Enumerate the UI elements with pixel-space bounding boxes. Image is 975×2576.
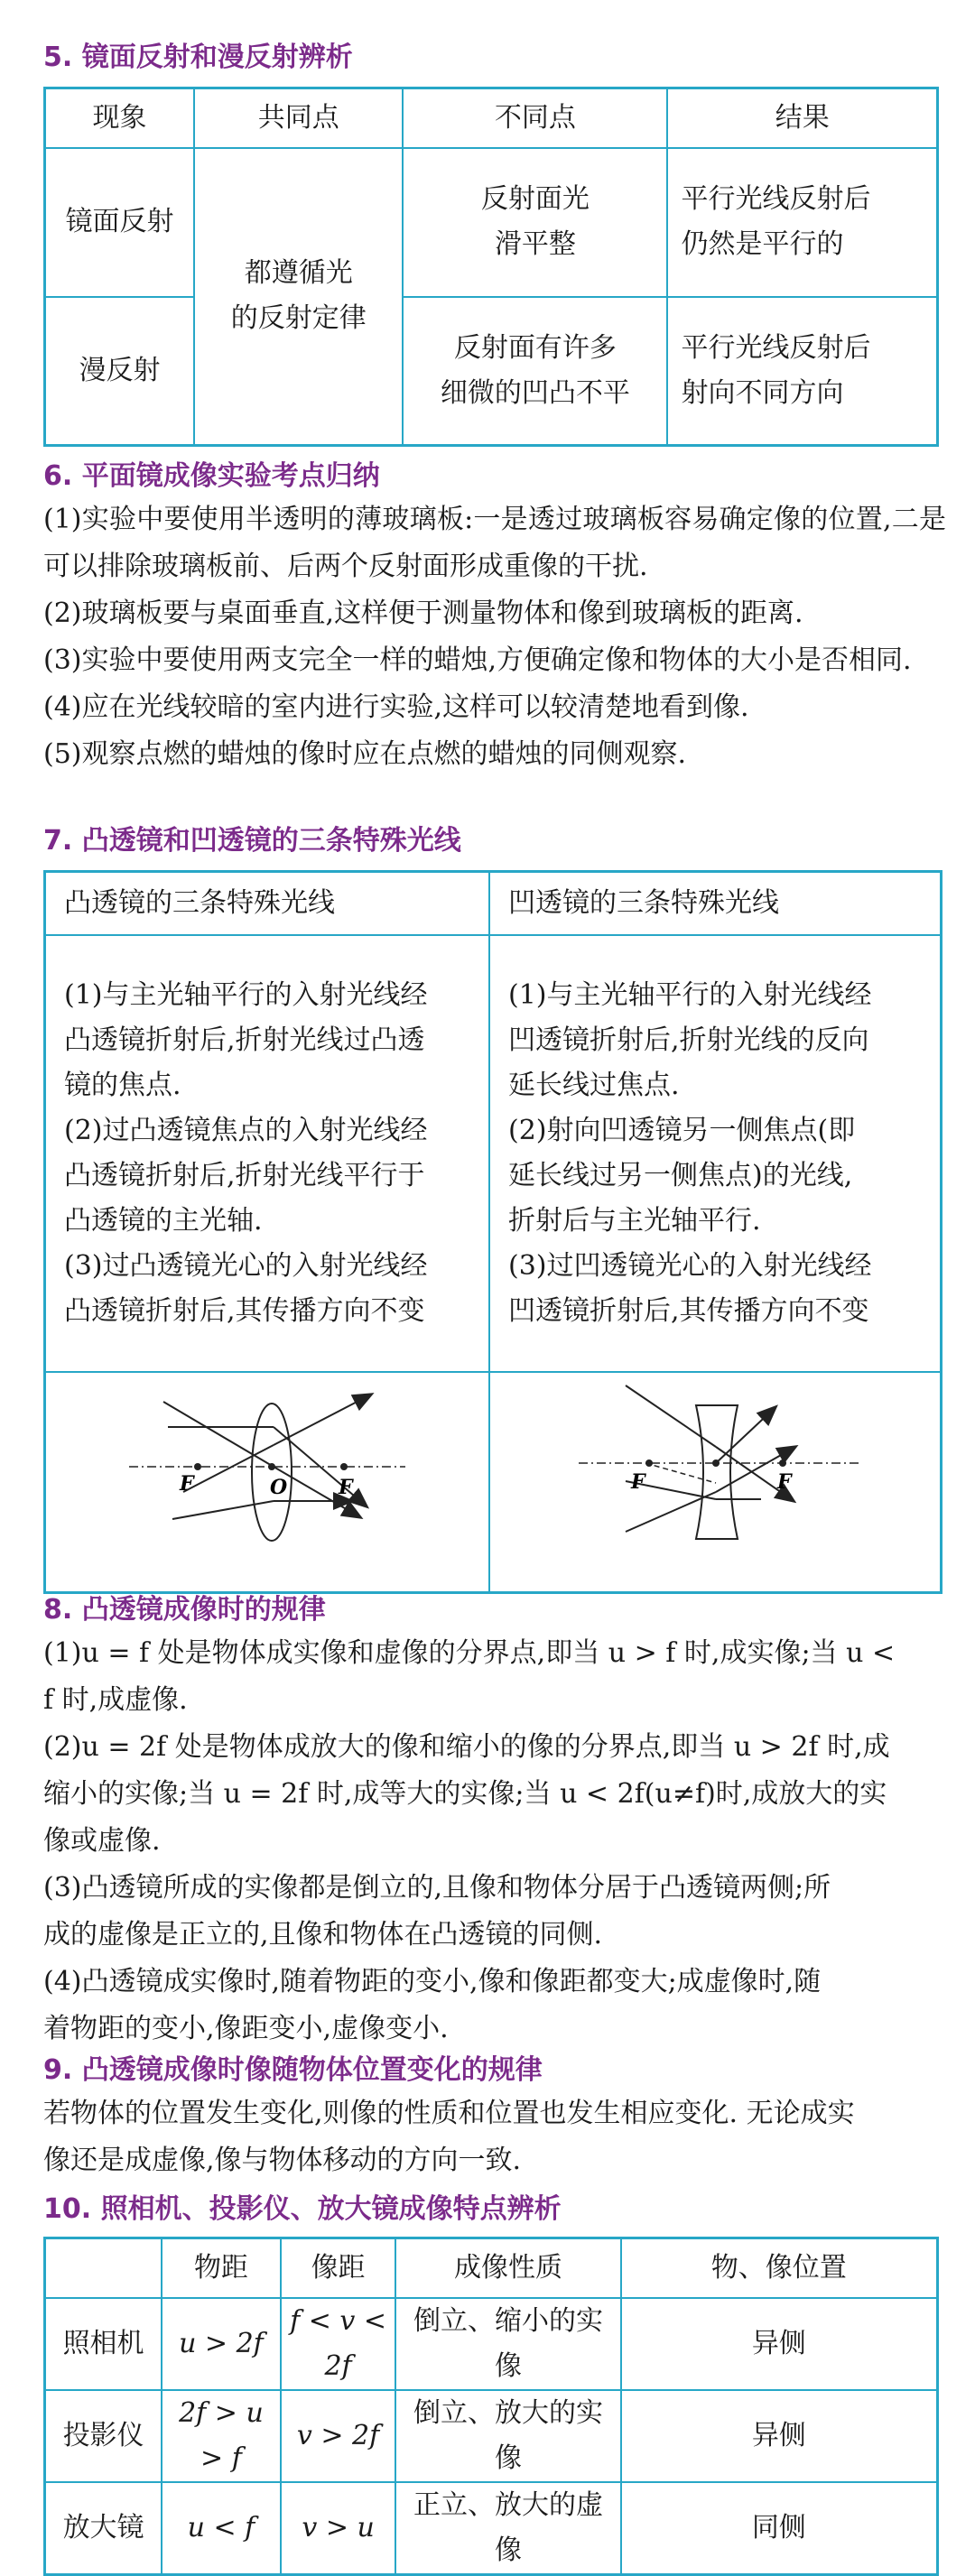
table-cell: 异侧 [621,2390,938,2482]
paragraph-line: 着物距的变小,像距变小,虚像变小. [43,2013,449,2044]
rule-line: 折射后与主光轴平行. [508,1204,761,1237]
cell-line: 反射面光 [480,183,590,215]
section-8 [43,1590,946,2052]
cell-line: 都遵循光 [244,257,353,290]
paragraph: (4)应在光线较暗的室内进行实验,这样可以较清楚地看到像. [43,691,749,723]
cell-line: 平行光线反射后 [681,183,871,215]
table-header: 成像性质 [395,2238,620,2298]
table-header [45,2238,162,2298]
paragraph-line: 缩小的实像;当 u = 2f 时,成等大的实像;当 u < 2f(u≠f)时,成放大的实 [43,1778,887,1810]
cell-line: 射向不同方向 [681,376,844,409]
extension-line [645,1463,716,1483]
rule-line: 凸透镜折射后,其传播方向不变 [64,1294,425,1327]
paragraph-line: (1)u = f 处是物体成实像和虚像的分界点,即当 u > f 时,成实像;当 u < [43,1637,896,1669]
cell-line: 滑平整 [494,228,576,260]
center-label: O [270,1475,288,1499]
optical-center-point [712,1459,720,1467]
paragraph-line: (3)凸透镜所成的实像都是倒立的,且像和物体分居于凸透镜两侧;所 [43,1872,831,1904]
rule-line: 延长线过另一侧焦点)的光线, [508,1159,853,1191]
focus-label: F [180,1471,194,1496]
table-row [45,2390,938,2482]
table-cell: 同侧 [621,2482,938,2575]
section-10-heading: 10. 照相机、投影仪、放大镜成像特点辨析 [43,2193,562,2225]
focus-point [340,1463,348,1470]
section-8-heading: 8. 凸透镜成像时的规律 [43,1594,326,1626]
table-header: 物距 [162,2238,281,2298]
table-cell: 照相机 [45,2298,162,2390]
focus-label: F [777,1469,792,1494]
paragraph: (1)实验中要使用半透明的薄玻璃板:一是透过玻璃板容易确定像的位置,二是可以排除玻璃板前、后两个反射面形成重像的干扰. [43,504,946,582]
rule-line: (1)与主光轴平行的入射光线经 [64,978,428,1011]
table-cell: 漫反射 [45,297,195,446]
focus-point [779,1459,786,1467]
table-header: 现象 [45,88,195,148]
rule-line: (3)过凹透镜光心的入射光线经 [508,1249,872,1282]
paragraph-line: 成的虚像是正立的,且像和物体在凸透镜的同侧. [43,1919,603,1951]
paragraph: (2)玻璃板要与桌面垂直,这样便于测量物体和像到玻璃板的距离. [43,598,803,629]
section-6 [43,457,946,778]
rule-line: (2)射向凹透镜另一侧焦点(即 [508,1114,856,1146]
table-row [45,2298,938,2390]
paragraph-line: (2)u = 2f 处是物体成放大的像和缩小的像的分界点,即当 u > 2f 时,成 [43,1731,890,1763]
section-7-heading: 7. 凸透镜和凹透镜的三条特殊光线 [43,825,461,857]
table-cell: 异侧 [621,2298,938,2390]
cell-line: 细微的凹凸不平 [440,376,630,409]
table-header: 共同点 [194,88,403,148]
section-9-heading: 9. 凸透镜成像时像随物体位置变化的规律 [43,2054,543,2086]
rule-line: (2)过凸透镜焦点的入射光线经 [64,1114,428,1146]
table-cell [403,297,667,446]
section-6-heading: 6. 平面镜成像实验考点归纳 [43,460,380,492]
rule-line: 凸透镜折射后,折射光线过凸透 [64,1024,425,1056]
concave-lens-shape [696,1405,738,1539]
paragraph-line: 像还是成虚像,像与物体移动的方向一致. [43,2145,522,2176]
rule-line: 凹透镜折射后,其传播方向不变 [508,1294,869,1327]
paragraph: (5)观察点燃的蜡烛的像时应在点燃的蜡烛的同侧观察. [43,738,687,770]
table-header: 像距 [281,2238,396,2298]
ray [626,1492,716,1532]
table-cell: 镜面反射 [45,148,195,297]
convex-lens-shape [252,1404,292,1541]
concave-rules [489,935,942,1372]
convex-rules [45,935,490,1372]
table-cell: u > 2f [162,2298,281,2390]
table-cell: v > 2f [281,2390,396,2482]
cell-line: 反射面有许多 [453,331,617,364]
rule-line: 凸透镜折射后,折射光线平行于 [64,1159,425,1191]
rule-line: (1)与主光轴平行的入射光线经 [508,978,872,1011]
concave-lens-diagram [490,1373,940,1577]
imaging-table [43,2237,939,2576]
convex-diagram-cell [45,1372,490,1593]
focus-point [194,1463,201,1470]
table-header: 不同点 [403,88,667,148]
table-cell: u < f [162,2482,281,2575]
concave-diagram-cell [489,1372,942,1593]
table-cell: 投影仪 [45,2390,162,2482]
common-cell [194,148,403,446]
table-cell: 倒立、放大的实像 [395,2390,620,2482]
focus-point [645,1459,653,1467]
table-header: 结果 [667,88,937,148]
rule-line: 凹透镜折射后,折射光线的反向 [508,1024,869,1056]
table-cell: 倒立、缩小的实像 [395,2298,620,2390]
ray [626,1385,716,1447]
table-row [45,2482,938,2575]
ray [274,1395,371,1445]
table-cell: 正立、放大的虚像 [395,2482,620,2575]
convex-header: 凸透镜的三条特殊光线 [45,872,490,935]
table-header: 物、像位置 [621,2238,938,2298]
rule-line: 凸透镜的主光轴. [64,1204,263,1237]
rule-line: 镜的焦点. [64,1069,181,1101]
cell-line: 的反射定律 [230,302,367,335]
ray [163,1402,274,1467]
paragraph: (3)实验中要使用两支完全一样的蜡烛,方便确定像和物体的大小是否相同. [43,644,912,676]
paragraph-line: 像或虚像. [43,1825,161,1857]
table-cell: 2f > u > f [162,2390,281,2482]
rule-line: 延长线过焦点. [508,1069,680,1101]
paragraph-line: 若物体的位置发生变化,则像的性质和位置也发生相应变化. 无论成实 [43,2098,855,2129]
paragraph-line: f 时,成虚像. [43,1684,188,1716]
lens-rays-table [43,870,942,1594]
focus-label: F [631,1469,645,1494]
focus-label: F [339,1475,353,1499]
cell-line: 平行光线反射后 [681,331,871,364]
table-cell: 放大镜 [45,2482,162,2575]
section-9 [43,2051,946,2184]
section-5-heading: 5. 镜面反射和漫反射辨析 [43,42,353,73]
table-cell [667,297,937,446]
convex-lens-diagram [46,1373,488,1577]
concave-header: 凹透镜的三条特殊光线 [489,872,942,935]
table-cell [403,148,667,297]
paragraph-line: (4)凸透镜成实像时,随着物距的变小,像和像距都变大;成虚像时,随 [43,1966,822,1997]
table-cell: f < v < 2f [281,2298,396,2390]
ray [172,1501,274,1519]
table-cell: v > u [281,2482,396,2575]
optical-center-point [268,1463,275,1470]
table-cell [667,148,937,297]
rule-line: (3)过凸透镜光心的入射光线经 [64,1249,428,1282]
reflection-table [43,87,939,447]
ray [716,1407,775,1463]
cell-line: 仍然是平行的 [681,228,844,260]
